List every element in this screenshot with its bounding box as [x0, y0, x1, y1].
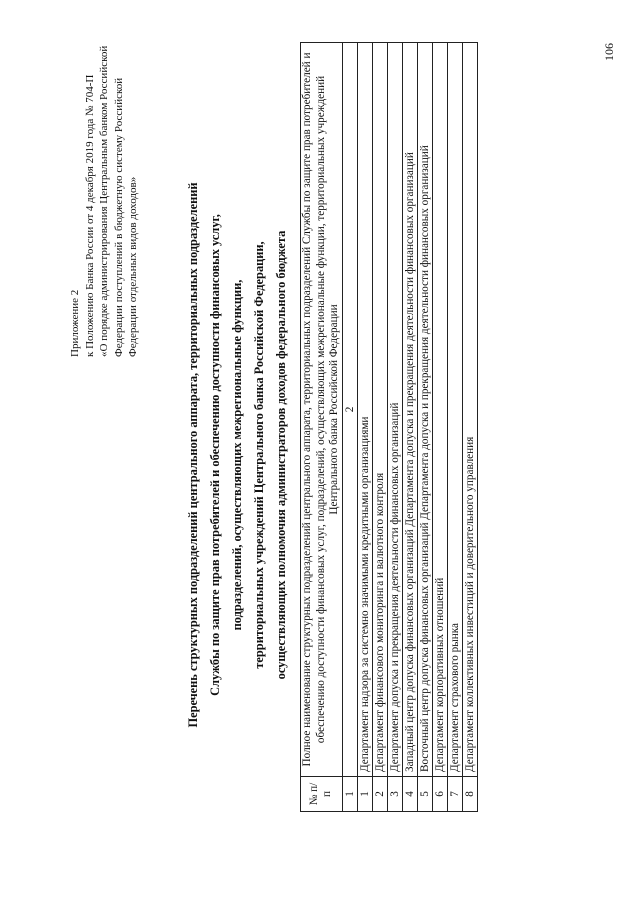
title-line: осуществляющих полномочия администраторов доходов федерального бюджета — [274, 230, 288, 680]
index-cell-1: 1 — [342, 777, 357, 812]
departments-table — [300, 42, 478, 812]
row-number: 4 — [402, 777, 417, 812]
row-name: Восточный центр допуска финансовых организаций Департамента допуска и прекращения деятельности финансовых организаций — [417, 43, 432, 777]
row-number: 1 — [357, 777, 372, 812]
appendix-line: Федерации отдельных видов доходов» — [127, 176, 139, 357]
row-number: 3 — [387, 777, 402, 812]
appendix-line: Федерации поступлений в бюджетную систему Российской — [112, 77, 125, 357]
appendix-note — [68, 27, 141, 357]
table-row — [372, 43, 387, 812]
table-row — [357, 43, 372, 812]
title-line: Перечень структурных подразделений центрального аппарата, территориальных подразделений — [186, 182, 200, 728]
row-name: Департамент страхового рынка — [447, 43, 462, 777]
row-number: 6 — [432, 777, 447, 812]
row-name: Департамент корпоративных отношений — [432, 43, 447, 777]
appendix-line: «О порядке администрирования Центральным банком Российской — [98, 45, 110, 357]
table-index-row — [342, 43, 357, 812]
table-row — [462, 43, 477, 812]
page-number: 106 — [602, 43, 616, 61]
table-row — [432, 43, 447, 812]
row-number: 8 — [462, 777, 477, 812]
table-header-row — [301, 43, 343, 812]
header-name: Полное наименование структурных подразделений центрального аппарата, территориальных подразделений Службы по защите прав потребителей и обеспечению доступности финансовых услуг, подразделений, осуществляющих межрегиональные функции, территориальных учреждений Центрального банка Российской Федерации — [301, 43, 343, 777]
row-name: Департамент коллективных инвестиций и доверительного управления — [462, 43, 477, 777]
table-row — [387, 43, 402, 812]
table-row — [447, 43, 462, 812]
header-num: № п/п — [301, 777, 343, 812]
table-row — [417, 43, 432, 812]
row-number: 5 — [417, 777, 432, 812]
row-name: Западный центр допуска финансовых организаций Департамента допуска и прекращения деятельности финансовых организаций — [402, 43, 417, 777]
row-name: Департамент финансового мониторинга и валютного контроля — [372, 43, 387, 777]
appendix-line: к Положению Банка России от 4 декабря 2019 года № 704-П — [83, 74, 96, 357]
row-number: 7 — [447, 777, 462, 812]
title-line: подразделений, осуществляющих межрегиональные функции, — [230, 279, 244, 631]
row-name: Департамент допуска и прекращения деятельности финансовых организаций — [387, 43, 402, 777]
title-line: Службы по защите прав потребителей и обеспечению доступности финансовых услуг, — [208, 214, 222, 696]
title-line: территориальных учреждений Центрального банка Российской Федерации, — [252, 241, 266, 669]
appendix-line: Приложение 2 — [69, 289, 81, 357]
document-title — [182, 25, 292, 885]
row-number: 2 — [372, 777, 387, 812]
index-cell-2: 2 — [342, 43, 357, 777]
row-name: Департамент надзора за системно значимыми кредитными организациями — [357, 43, 372, 777]
table-row — [402, 43, 417, 812]
